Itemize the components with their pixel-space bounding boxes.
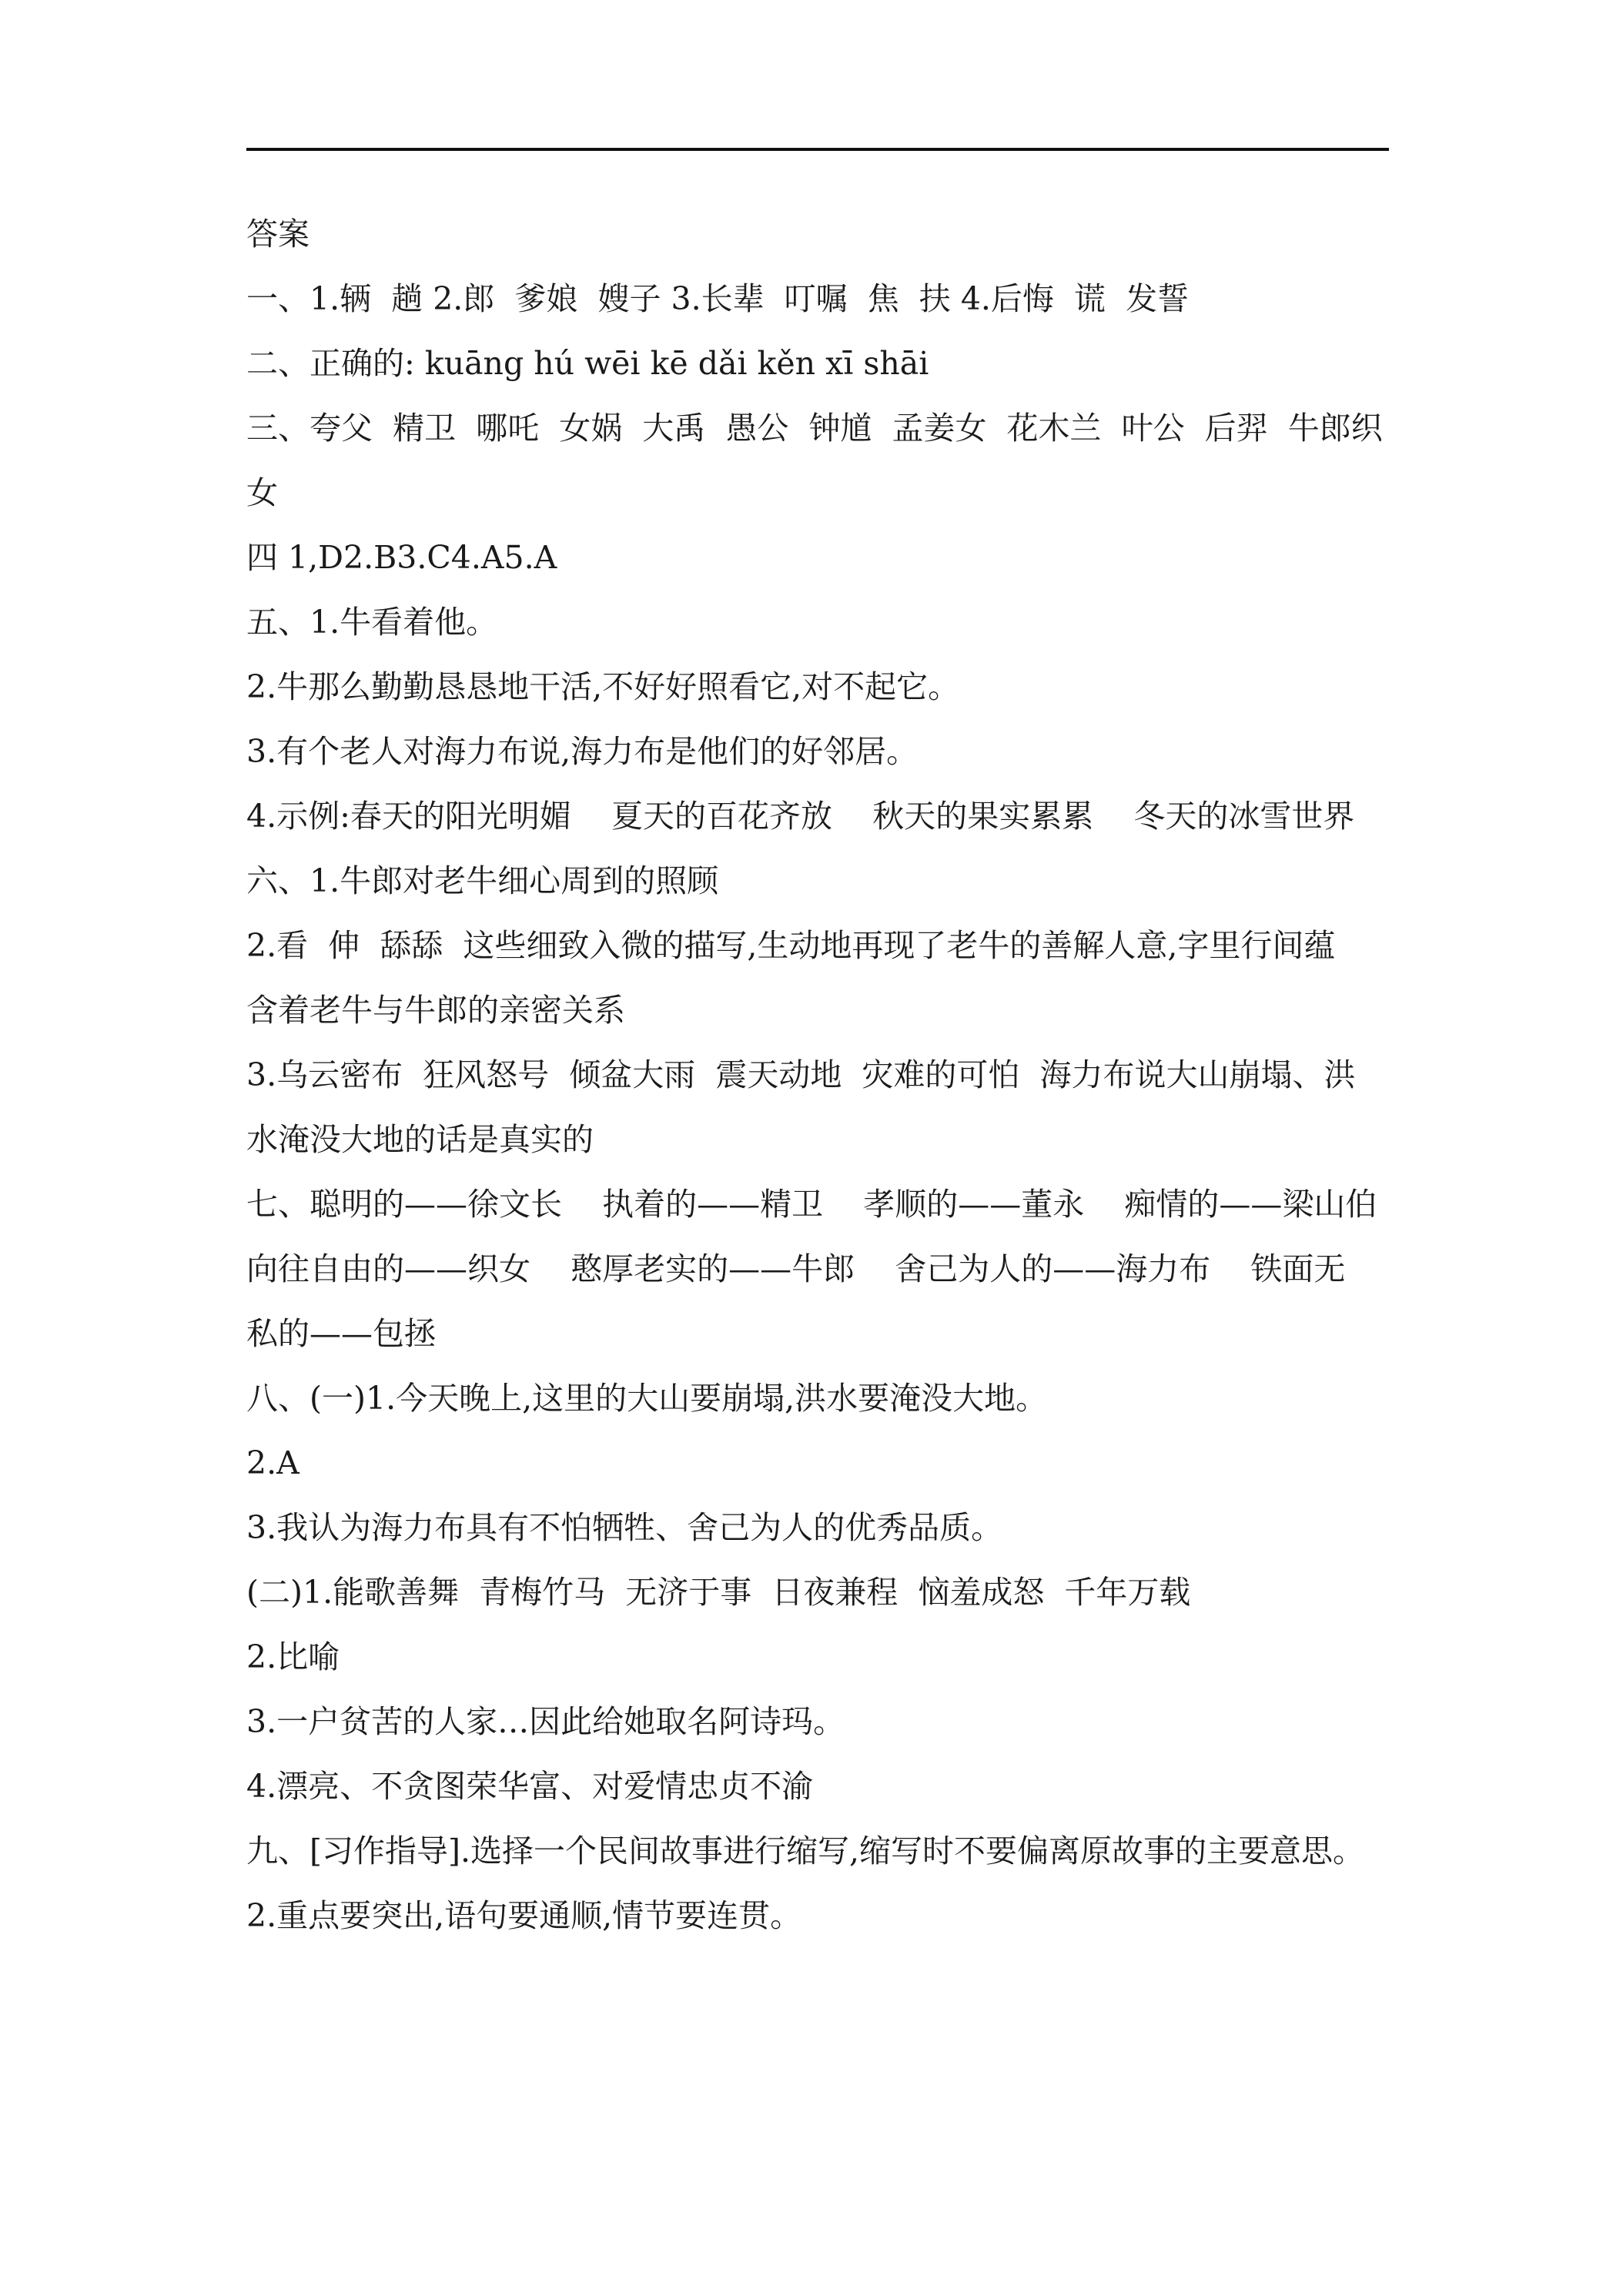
answer-line: 2.比喻 — [246, 1638, 340, 1675]
answer-line: 3.一户贫苦的人家…因此给她取名阿诗玛。 — [246, 1703, 845, 1740]
answer-line: 七、聪明的——徐文长 执着的——精卫 孝顺的——董永 痴情的——梁山伯 — [246, 1186, 1377, 1223]
answer-line: 向往自由的——织女 憨厚老实的——牛郎 舍己为人的——海力布 铁面无 — [246, 1250, 1346, 1287]
answer-line: 4.漂亮、不贪图荣华富、对爱情忠贞不渝 — [246, 1768, 814, 1805]
answer-line: 五、1.牛看着他。 — [246, 604, 498, 641]
answer-line: 八、(一)1.今天晚上,这里的大山要崩塌,洪水要淹没大地。 — [246, 1380, 1048, 1417]
answer-title: 答案 — [246, 216, 310, 253]
answer-line: 六、1.牛郎对老牛细心周到的照顾 — [246, 862, 719, 899]
answer-line: 2.看 伸 舔舔 这些细致入微的描写,生动地再现了老牛的善解人意,字里行间蕴 — [246, 927, 1336, 964]
answer-line: 2.重点要突出,语句要通顺,情节要连贯。 — [246, 1897, 802, 1934]
answer-line: 2.A — [246, 1444, 300, 1481]
answer-line: 私的——包拯 — [246, 1315, 436, 1352]
answer-line: 水淹没大地的话是真实的 — [246, 1121, 594, 1158]
answer-document — [246, 202, 1389, 1948]
answer-line: 四 1,D2.B3.C4.A5.A — [246, 539, 557, 576]
answer-line: 4.示例:春天的阳光明媚 夏天的百花齐放 秋天的果实累累 冬天的冰雪世界 — [246, 798, 1355, 835]
answer-line: 二、正确的: kuāng hú wēi kē dǎi kěn xī shāi — [246, 345, 929, 382]
answer-line: 九、[习作指导].选择一个民间故事进行缩写,缩写时不要偏离原故事的主要意思。 — [246, 1832, 1365, 1869]
answer-line: 三、夸父 精卫 哪吒 女娲 大禹 愚公 钟馗 孟姜女 花木兰 叶公 后羿 牛郎织 — [246, 410, 1383, 447]
answer-line: 3.我认为海力布具有不怕牺牲、舍己为人的优秀品质。 — [246, 1509, 1003, 1546]
answer-line: 一、1.辆 趟 2.郎 爹娘 嫂子 3.长辈 叮嘱 焦 扶 4.后悔 谎 发誓 — [246, 280, 1190, 317]
answer-line: 3.有个老人对海力布说,海力布是他们的好邻居。 — [246, 733, 919, 770]
answer-line: 含着老牛与牛郎的亲密关系 — [246, 992, 625, 1029]
header-rule — [246, 148, 1389, 151]
answer-line: 3.乌云密布 狂风怒号 倾盆大雨 震天动地 灾难的可怕 海力布说大山崩塌、洪 — [246, 1056, 1356, 1093]
answer-line: 女 — [246, 474, 278, 511]
answer-line: (二)1.能歌善舞 青梅竹马 无济于事 日夜兼程 恼羞成怒 千年万载 — [246, 1574, 1191, 1611]
answer-line: 2.牛那么勤勤恳恳地干活,不好好照看它,对不起它。 — [246, 668, 960, 705]
